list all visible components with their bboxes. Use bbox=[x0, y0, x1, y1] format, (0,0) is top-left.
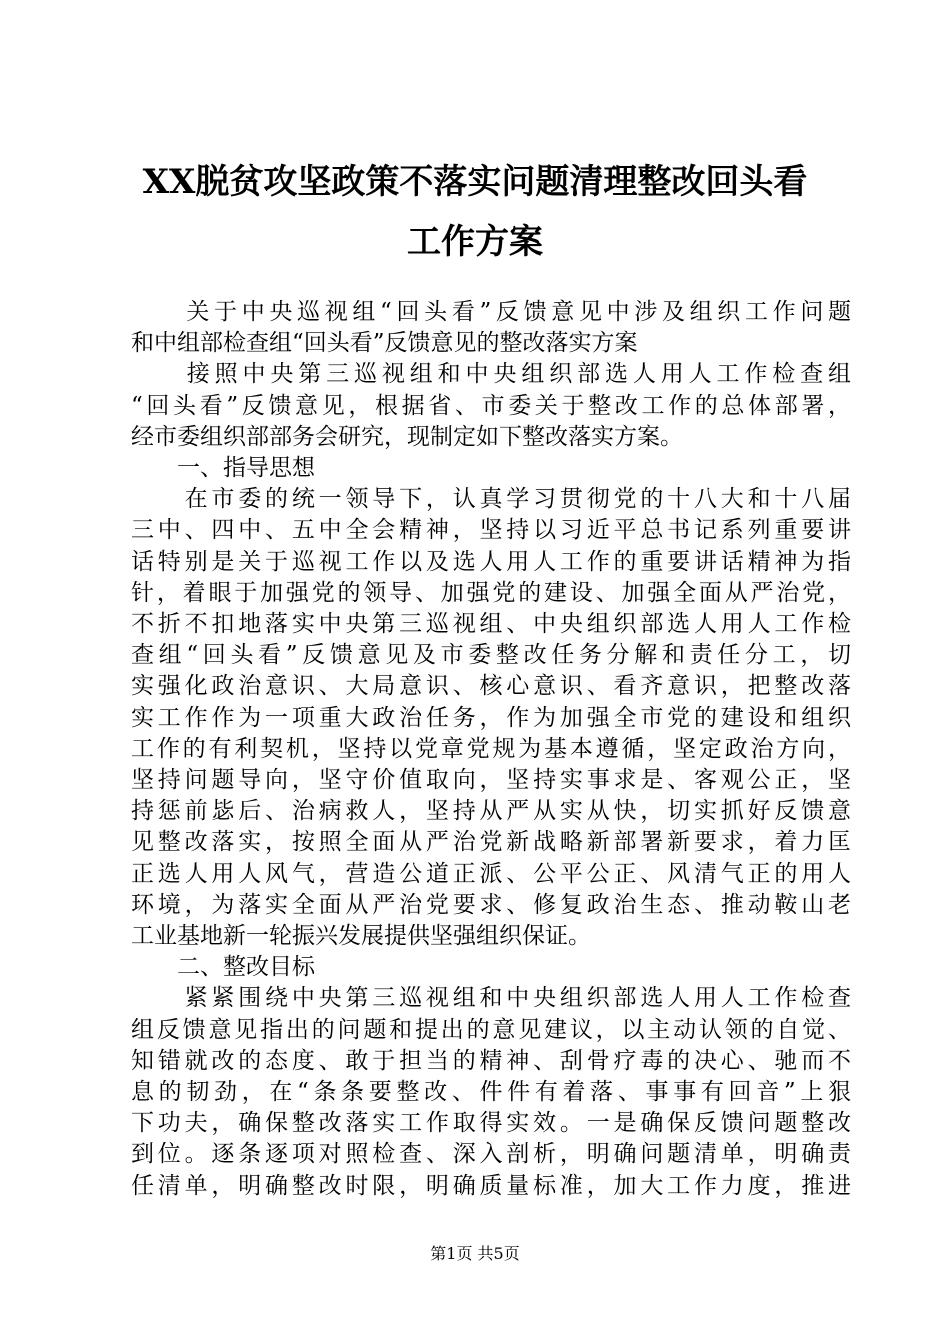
body-line: “回头看”反馈意见，根据省、市委关于整改工作的总体部署， bbox=[131, 393, 851, 419]
body-line: 下功夫，确保整改落实工作取得实效。一是确保反馈问题整改 bbox=[131, 1110, 851, 1136]
body-line: 环境，为落实全面从严治党要求、修复政治生态、推动鞍山老 bbox=[131, 892, 851, 918]
body-line: 实强化政治意识、大局意识、核心意识、看齐意识，把整改落 bbox=[131, 673, 851, 699]
document-title-line-2: 工作方案 bbox=[407, 222, 543, 262]
body-line: 接照中央第三巡视组和中央组织部选人用人工作检查组 bbox=[131, 361, 851, 387]
body-line: 见整改落实，按照全面从严治党新战略新部署新要求，着力匡 bbox=[131, 829, 851, 855]
body-line: 任清单，明确整改时限，明确质量标准，加大工作力度，推进 bbox=[131, 1173, 851, 1199]
body-line: 实工作作为一项重大政治任务，作为加强全市党的建设和组织 bbox=[131, 705, 851, 731]
body-line: 三中、四中、五中全会精神，坚持以习近平总书记系列重要讲 bbox=[131, 517, 851, 543]
body-line: 一、指导思想 bbox=[131, 455, 315, 481]
body-line: 坚持问题导向，坚守价值取向，坚持实事求是、客观公正，坚 bbox=[131, 767, 851, 793]
body-line: 针，着眼于加强党的领导、加强党的建设、加强全面从严治党， bbox=[131, 580, 851, 606]
body-line: 持惩前毖后、治病救人，坚持从严从实从快，切实抓好反馈意 bbox=[131, 798, 851, 824]
body-line: 息的韧劲，在“条条要整改、件件有着落、事事有回音”上狠 bbox=[131, 1079, 851, 1105]
body-line: 知错就改的态度、敢于担当的精神、刮骨疗毒的决心、驰而不 bbox=[131, 1048, 851, 1074]
document-title-line-1: XX脱贫攻坚政策不落实问题清理整改回头看 bbox=[142, 162, 808, 202]
body-line: 关于中央巡视组“回头看”反馈意见中涉及组织工作问题 bbox=[131, 299, 851, 325]
body-line: 话特别是关于巡视工作以及选人用人工作的重要讲话精神为指 bbox=[131, 549, 851, 575]
page-footer: 第1页 共5页 bbox=[430, 1244, 520, 1263]
body-line: 不折不扣地落实中央第三巡视组、中央组织部选人用人工作检 bbox=[131, 611, 851, 637]
body-line: 工业基地新一轮振兴发展提供坚强组织保证。 bbox=[131, 923, 591, 949]
body-line: 在市委的统一领导下，认真学习贯彻党的十八大和十八届 bbox=[131, 486, 851, 512]
body-line: 正选人用人风气，营造公道正派、公平公正、风清气正的用人 bbox=[131, 861, 851, 887]
body-line: 和中组部检查组“回头看”反馈意见的整改落实方案 bbox=[131, 330, 638, 356]
body-line: 经市委组织部部务会研究，现制定如下整改落实方案。 bbox=[131, 424, 683, 450]
body-line: 紧紧围绕中央第三巡视组和中央组织部选人用人工作检查 bbox=[131, 985, 851, 1011]
body-line: 组反馈意见指出的问题和提出的意见建议，以主动认领的自觉、 bbox=[131, 1017, 851, 1043]
body-line: 工作的有利契机，坚持以党章党规为基本遵循，坚定政治方向， bbox=[131, 736, 851, 762]
body-line: 到位。逐条逐项对照检查、深入剖析，明确问题清单，明确责 bbox=[131, 1141, 851, 1167]
body-line: 查组“回头看”反馈意见及市委整改任务分解和责任分工，切 bbox=[131, 642, 851, 668]
body-line: 二、整改目标 bbox=[131, 954, 315, 980]
